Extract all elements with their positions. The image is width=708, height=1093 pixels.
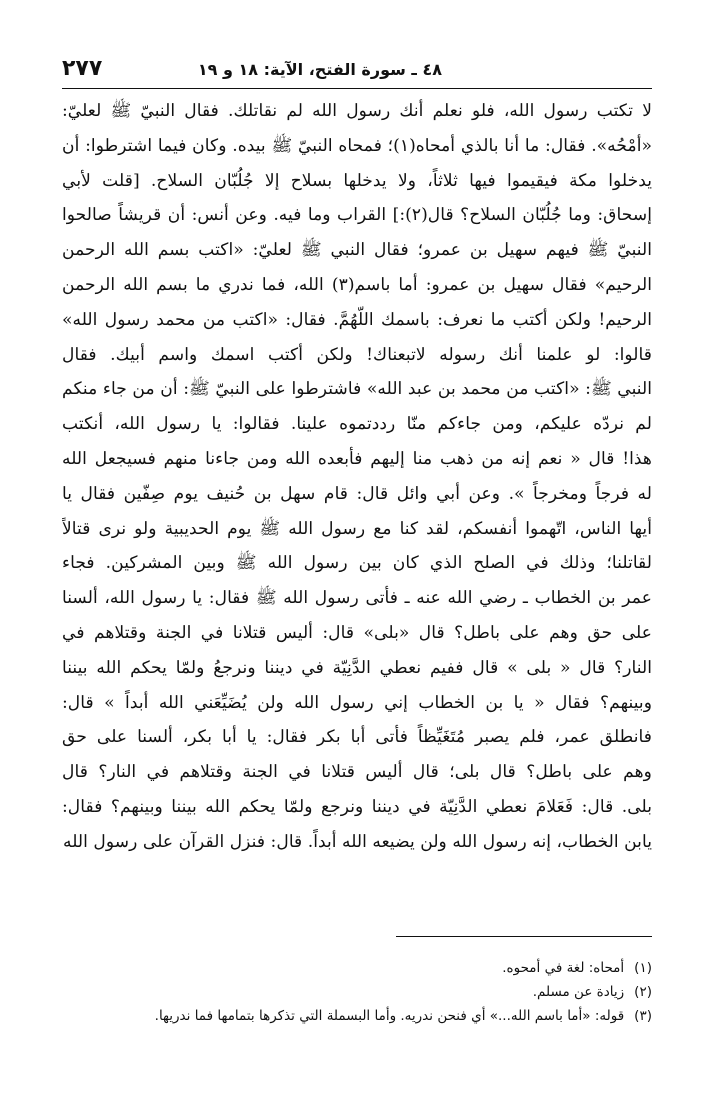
footnote-number: (٣) [634,1008,652,1024]
text-line: فانطلق عمر، فلم يصبر مُتَغَيِّظاً فأتى أبا بكر فقال: يا أبا بكر، ألسنا على حق [62,727,652,748]
running-header-title: ٤٨ ـ سورة الفتح، الآية: ١٨ و ١٩ [197,60,442,79]
page-header [62,52,652,88]
text-line: بلى. قال: فَعَلامَ نعطي الدَّنِيّة في ديننا ونرجع ولمّا يحكم الله بيننا وبينهم؟ فقال: [62,796,652,817]
text-line: لقاتلنا؛ وذلك في الصلح الذي كان بين رسول الله ﷺ وبين المشركين. فجاء [62,553,652,574]
footnote-text: زيادة عن مسلم. [532,984,625,1000]
footnote [62,1004,652,1028]
header-divider [62,88,652,89]
text-line: أيها الناس، اتّهموا أنفسكم، لقد كنا مع رسول الله ﷺ يوم الحديبية ولو نرى قتالاً [62,518,652,539]
text-line: النبيّ ﷺ فيهم سهيل بن عمرو؛ فقال النبي ﷺ لعليّ: «اكتب بسم الله الرحمن [62,240,652,261]
text-line: يابن الخطاب، إنه رسول الله ولن يضيعه الله أبداً. قال: فنزل القرآن على رسول الله [63,831,652,852]
text-line: له فرجاً ومخرجاً ». وعن أبي وائل قال: قام سهل بن حُنيف يوم صِفّين فقال يا [62,483,652,504]
footnote-number: (٢) [634,984,652,1000]
footnote [62,980,652,1004]
text-line: الرحيم» فقال سهيل بن عمرو: أما باسم(٣) الله، فما ندري ما بسم الله الرحمن [62,274,652,295]
text-line: لم نردّه عليكم، ومن جاءكم منّا رددتموه علينا. فقالوا: يا رسول الله، أنكتب [62,414,652,435]
text-line: يدخلوا مكة فيقيموا فيها ثلاثاً، ولا يدخلها بسلاح إلا جُلُبّان السلاح. [قلت لأبي [62,170,652,191]
text-line: وبينهم؟ فقال « يا بن الخطاب إني رسول الله ولن يُضَيِّعَني الله أبداً » قال: [62,692,652,713]
text-line: وهم على باطل؟ قال بلى؛ قال أليس قتلانا في الجنة وقتلاهم في النار؟ قال [62,762,652,783]
text-line: عمر بن الخطاب ـ رضي الله عنه ـ فأتى رسول الله ﷺ فقال: يا رسول الله، ألسنا [62,588,652,609]
text-line: لا تكتب رسول الله، فلو نعلم أنك رسول الله لم نقاتلك. فقال النبيّ ﷺ لعليّ: [62,101,652,121]
footnote-divider [396,936,652,937]
text-line: قالوا: لو علمنا أنك رسوله لاتبعناك! ولكن أكتب اسمك واسم أبيك. فقال [62,344,652,365]
text-line: النار؟ قال « بلى » قال ففيم نعطي الدَّنِيّة في ديننا ونرجعُ ولمّا يحكم الله بيننا [62,657,652,678]
footnote-text: أمحاه: لغة في أمحوه. [502,960,625,976]
footnote-number: (١) [634,960,652,976]
footnote [62,956,652,980]
main-text-block [62,94,652,880]
text-line: الرحيم! ولكن أكتب ما نعرف: باسمك اللّهُمَّ. فقال: «اكتب من محمد رسول الله» [62,309,652,330]
footnotes-block [62,956,652,1028]
text-line: إسحاق: وما جُلُبّان السلاح؟ قال(٢):] القراب وما فيه. وعن أنس: أن قريشاً صالحوا [62,205,652,226]
text-line: على حق وهم على باطل؟ قال «بلى» قال: أليس قتلانا في الجنة وقتلاهم في [62,622,652,643]
text-line: هذا! قال « نعم إنه من ذهب منا إليهم فأبعده الله ومن جاءنا منهم فسيجعل الله [62,448,652,469]
text-line: «أمْحُه». فقال: ما أنا بالذي أمحاه(١)؛ فمحاه النبيّ ﷺ بيده. وكان فيما اشترطوا: أن [62,135,652,156]
page-number: ٢٧٧ [62,56,103,81]
footnote-text: قوله: «أما باسم الله...» أي فنحن ندريه. وأما البسملة التي تذكرها بتمامها فما ندريها. [154,1008,625,1024]
text-line: النبي ﷺ: «اكتب من محمد بن عبد الله» فاشترطوا على النبيّ ﷺ: أن من جاء منكم [62,379,652,400]
